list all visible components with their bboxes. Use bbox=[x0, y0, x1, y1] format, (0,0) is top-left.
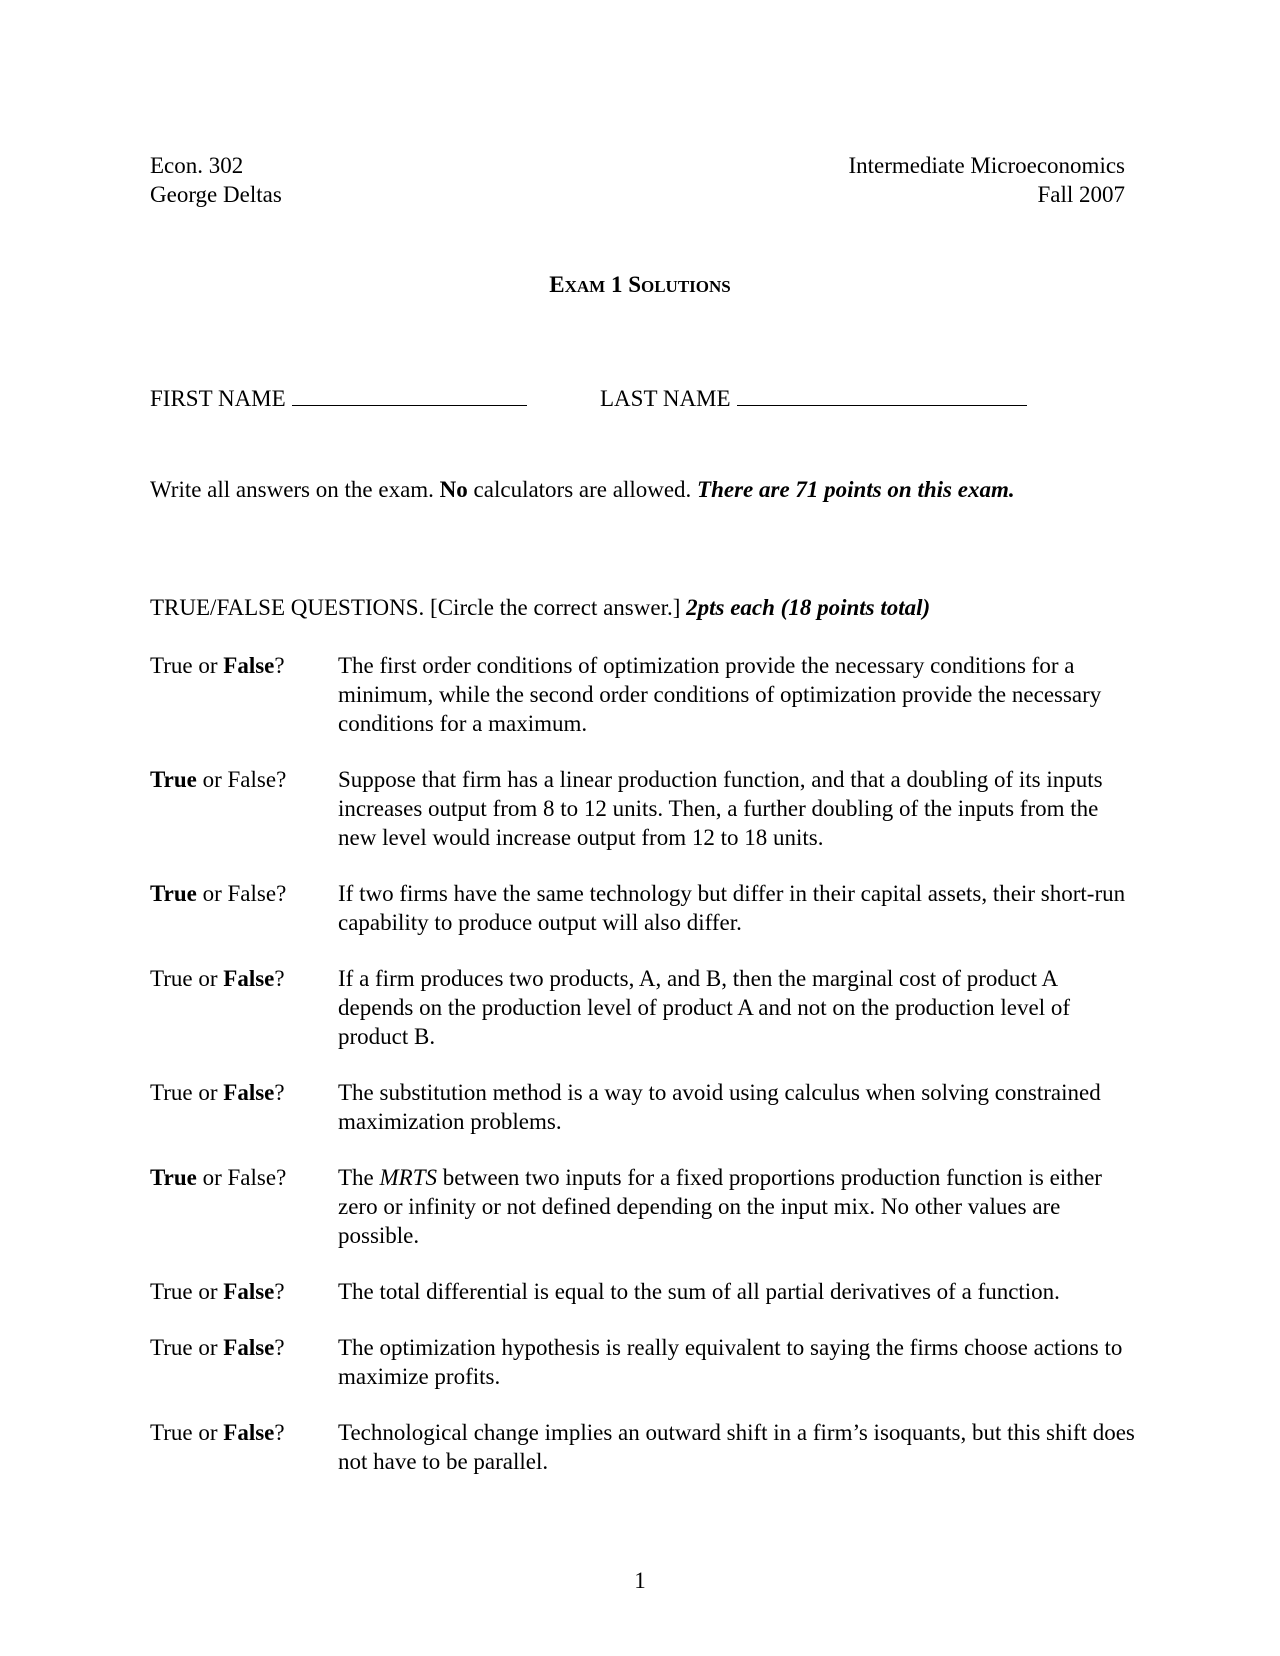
answer-choice bbox=[150, 1163, 338, 1250]
answer-choice bbox=[150, 1418, 338, 1476]
choice-or: or bbox=[196, 881, 228, 906]
choice-or: or bbox=[192, 1420, 224, 1445]
choice-true[interactable]: True bbox=[150, 767, 197, 792]
answer-choice bbox=[150, 964, 338, 1051]
choice-question-mark: ? bbox=[274, 1420, 285, 1445]
question-item bbox=[150, 1418, 1135, 1476]
answer-choice bbox=[150, 1078, 338, 1136]
choice-or: or bbox=[196, 1165, 228, 1190]
answer-choice bbox=[150, 1277, 338, 1306]
name-fields bbox=[150, 384, 1150, 413]
choice-false[interactable]: False bbox=[223, 966, 275, 991]
question-text: Technological change implies an outward shift in a firm’s isoquants, but this shift does not have to be parallel. bbox=[338, 1420, 1135, 1474]
question-text: The substitution method is a way to avoid using calculus when solving constrained maximization problems. bbox=[338, 1080, 1101, 1134]
header-left bbox=[150, 151, 282, 209]
question-text: The MRTS between two inputs for a fixed proportions production function is either zero or infinity or not defined depending on the input mix. No other values are possible. bbox=[338, 1165, 1102, 1248]
question-item bbox=[150, 1277, 1135, 1306]
mrts-term: MRTS bbox=[379, 1165, 438, 1190]
answer-choice bbox=[150, 765, 338, 852]
exam-title: EXAM 1 SOLUTIONS bbox=[549, 272, 731, 297]
choice-true[interactable]: True bbox=[150, 1420, 193, 1445]
choice-or: or bbox=[192, 1279, 224, 1304]
first-name-label: FIRST NAME bbox=[150, 386, 286, 411]
question-text: The total differential is equal to the sum of all partial derivatives of a function. bbox=[338, 1279, 1060, 1304]
choice-false[interactable]: False bbox=[223, 1335, 275, 1360]
choice-true[interactable]: True bbox=[150, 881, 197, 906]
choice-question-mark: ? bbox=[274, 1335, 285, 1360]
answer-choice bbox=[150, 651, 338, 738]
choice-false[interactable]: False bbox=[223, 653, 275, 678]
question-text: If a firm produces two products, A, and B, then the marginal cost of product A depends on the production level of product A and not on the production level of product B. bbox=[338, 966, 1071, 1049]
answer-choice bbox=[150, 879, 338, 937]
page-number: 1 bbox=[634, 1568, 646, 1593]
choice-question-mark: ? bbox=[274, 1080, 285, 1105]
choice-or: or bbox=[192, 1335, 224, 1360]
true-false-heading: TRUE/FALSE QUESTIONS. [Circle the correct answer.] 2pts each (18 points total) bbox=[150, 595, 931, 620]
exam-instructions: Write all answers on the exam. No calculators are allowed. There are 71 points on this exam. bbox=[150, 477, 1015, 502]
question-text: The first order conditions of optimization provide the necessary conditions for a minimum, while the second order conditions of optimization provide the necessary conditions for a maximum. bbox=[338, 653, 1102, 736]
choice-or: or bbox=[196, 767, 228, 792]
choice-true[interactable]: True bbox=[150, 1279, 193, 1304]
question-item bbox=[150, 1333, 1135, 1391]
choice-or: or bbox=[192, 1080, 224, 1105]
choice-question-mark: ? bbox=[276, 1165, 287, 1190]
choice-or: or bbox=[192, 966, 224, 991]
course-subject: Intermediate Microeconomics bbox=[848, 153, 1125, 178]
choice-true[interactable]: True bbox=[150, 653, 193, 678]
course-code: Econ. 302 bbox=[150, 153, 244, 178]
choice-false[interactable]: False bbox=[223, 1420, 275, 1445]
header-right bbox=[848, 151, 1125, 209]
last-name-blank[interactable] bbox=[737, 385, 1027, 406]
choice-false[interactable]: False bbox=[223, 1279, 275, 1304]
choice-false[interactable]: False bbox=[223, 1080, 275, 1105]
choice-or: or bbox=[192, 653, 224, 678]
question-text: If two firms have the same technology but differ in their capital assets, their short-run capability to produce output will also differ. bbox=[338, 881, 1126, 935]
choice-true[interactable]: True bbox=[150, 1335, 193, 1360]
choice-question-mark: ? bbox=[274, 966, 285, 991]
last-name-label: LAST NAME bbox=[600, 386, 731, 411]
instructor-name: George Deltas bbox=[150, 182, 282, 207]
question-text: The optimization hypothesis is really equivalent to saying the firms choose actions to maximize profits. bbox=[338, 1335, 1123, 1389]
choice-true[interactable]: True bbox=[150, 1080, 193, 1105]
question-item bbox=[150, 879, 1135, 937]
choice-false[interactable]: False bbox=[227, 1165, 277, 1190]
choice-false[interactable]: False bbox=[227, 767, 277, 792]
choice-true[interactable]: True bbox=[150, 1165, 197, 1190]
question-item bbox=[150, 765, 1135, 852]
choice-question-mark: ? bbox=[276, 767, 287, 792]
question-item bbox=[150, 1163, 1135, 1250]
choice-question-mark: ? bbox=[276, 881, 287, 906]
course-term: Fall 2007 bbox=[1037, 182, 1125, 207]
question-item bbox=[150, 1078, 1135, 1136]
choice-true[interactable]: True bbox=[150, 966, 193, 991]
question-item bbox=[150, 964, 1135, 1051]
choice-false[interactable]: False bbox=[227, 881, 277, 906]
choice-question-mark: ? bbox=[274, 653, 285, 678]
question-item bbox=[150, 651, 1135, 738]
question-list bbox=[150, 651, 1135, 1476]
answer-choice bbox=[150, 1333, 338, 1391]
first-name-blank[interactable] bbox=[292, 385, 527, 406]
choice-question-mark: ? bbox=[274, 1279, 285, 1304]
question-text: Suppose that firm has a linear production function, and that a doubling of its inputs increases output from 8 to 12 units. Then, a further doubling of the inputs from the new level would increase output from 12 to 18 units. bbox=[338, 767, 1103, 850]
